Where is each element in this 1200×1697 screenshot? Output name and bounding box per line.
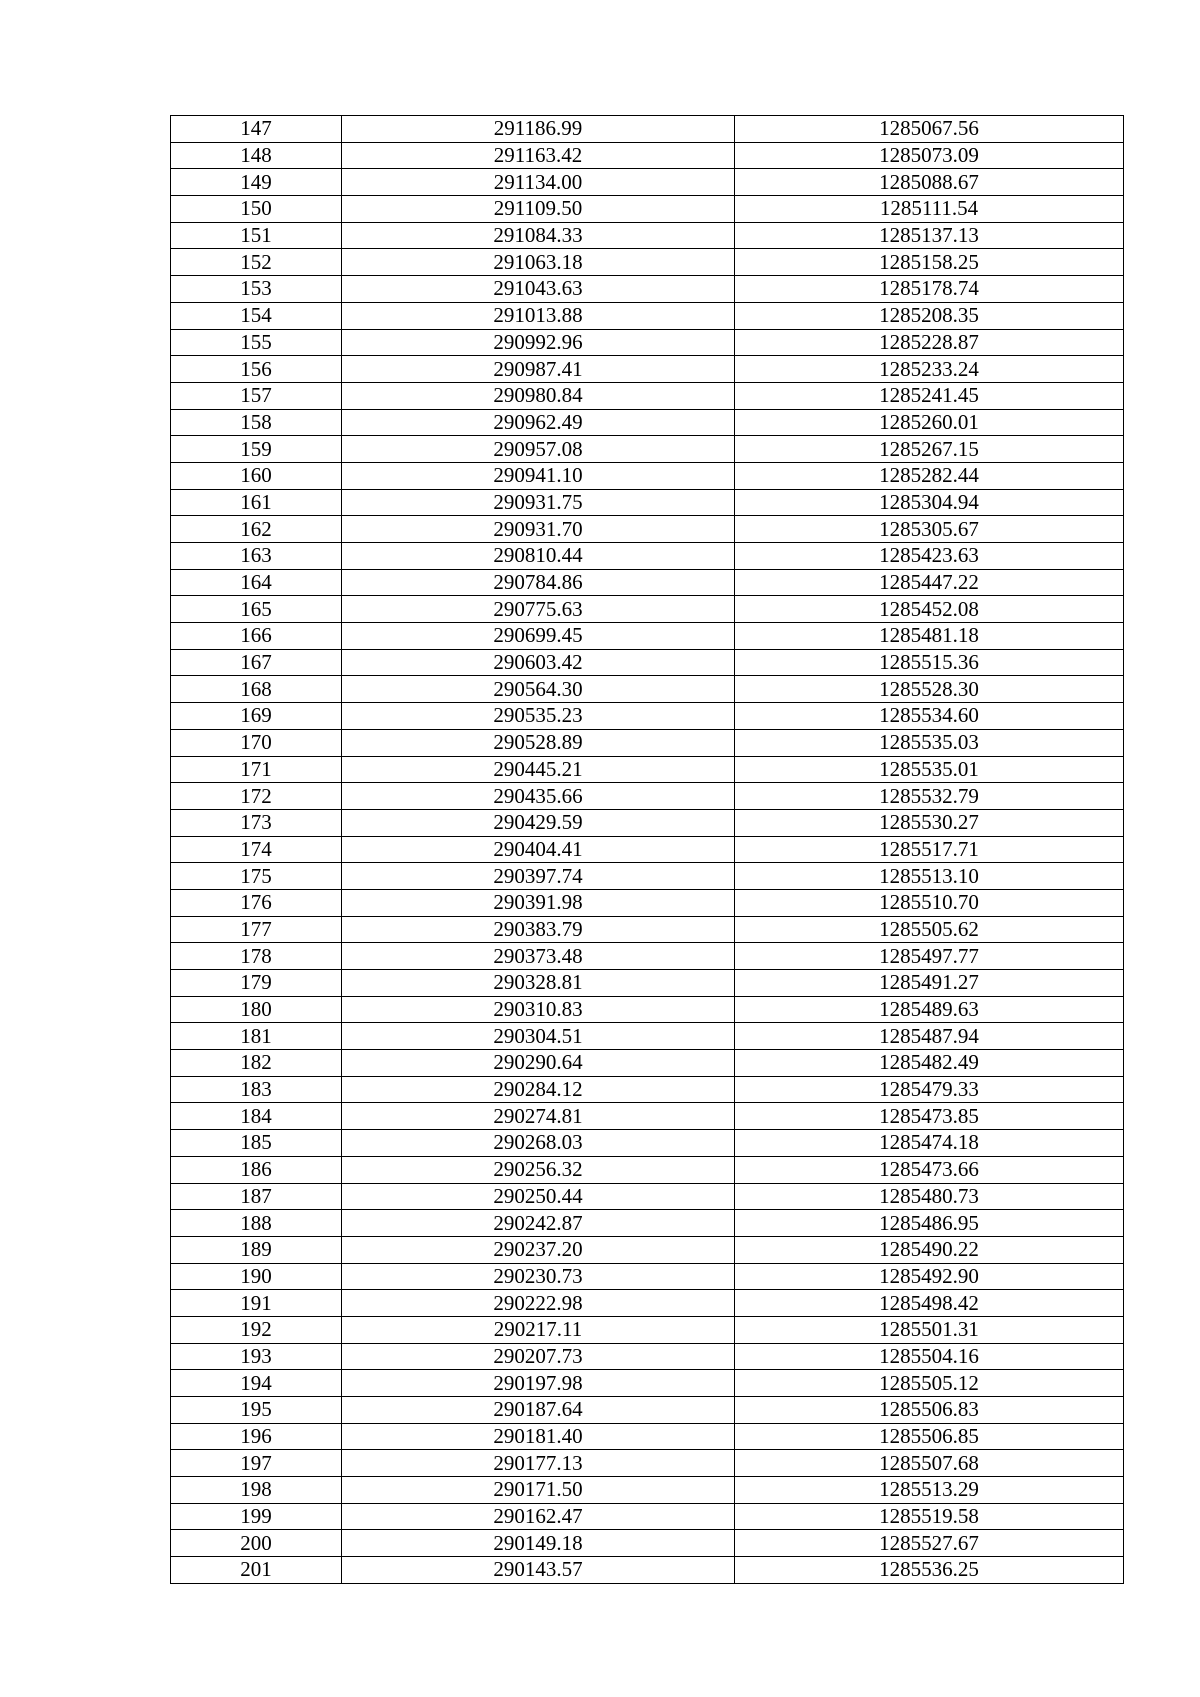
- x-coordinate-cell: 290181.40: [342, 1423, 735, 1450]
- point-number-cell: 179: [171, 970, 342, 997]
- y-coordinate-cell: 1285532.79: [735, 783, 1124, 810]
- y-coordinate-cell: 1285267.15: [735, 436, 1124, 463]
- table-row: [171, 1423, 1124, 1450]
- x-coordinate-cell: 290310.83: [342, 996, 735, 1023]
- y-coordinate-cell: 1285507.68: [735, 1450, 1124, 1477]
- table-row: [171, 703, 1124, 730]
- y-coordinate-cell: 1285208.35: [735, 302, 1124, 329]
- x-coordinate-cell: 290931.70: [342, 516, 735, 543]
- point-number-cell: 200: [171, 1530, 342, 1557]
- x-coordinate-cell: 290391.98: [342, 889, 735, 916]
- point-number-cell: 169: [171, 703, 342, 730]
- table-row: [171, 783, 1124, 810]
- point-number-cell: 163: [171, 543, 342, 570]
- point-number-cell: 181: [171, 1023, 342, 1050]
- x-coordinate-cell: 290268.03: [342, 1130, 735, 1157]
- y-coordinate-cell: 1285482.49: [735, 1050, 1124, 1077]
- point-number-cell: 168: [171, 676, 342, 703]
- point-number-cell: 157: [171, 382, 342, 409]
- x-coordinate-cell: 290528.89: [342, 729, 735, 756]
- x-coordinate-cell: 290197.98: [342, 1370, 735, 1397]
- table-row: [171, 623, 1124, 650]
- x-coordinate-cell: 291163.42: [342, 142, 735, 169]
- table-row: [171, 569, 1124, 596]
- coordinate-table: [170, 115, 1124, 1584]
- table-row: [171, 649, 1124, 676]
- point-number-cell: 177: [171, 916, 342, 943]
- y-coordinate-cell: 1285473.85: [735, 1103, 1124, 1130]
- x-coordinate-cell: 290445.21: [342, 756, 735, 783]
- table-row: [171, 1370, 1124, 1397]
- y-coordinate-cell: 1285486.95: [735, 1210, 1124, 1237]
- point-number-cell: 180: [171, 996, 342, 1023]
- table-row: [171, 1397, 1124, 1424]
- x-coordinate-cell: 290171.50: [342, 1477, 735, 1504]
- x-coordinate-cell: 290775.63: [342, 596, 735, 623]
- table-row: [171, 409, 1124, 436]
- x-coordinate-cell: 291063.18: [342, 249, 735, 276]
- point-number-cell: 171: [171, 756, 342, 783]
- point-number-cell: 170: [171, 729, 342, 756]
- y-coordinate-cell: 1285501.31: [735, 1316, 1124, 1343]
- table-row: [171, 222, 1124, 249]
- x-coordinate-cell: 290429.59: [342, 809, 735, 836]
- y-coordinate-cell: 1285067.56: [735, 116, 1124, 143]
- point-number-cell: 191: [171, 1290, 342, 1317]
- point-number-cell: 156: [171, 356, 342, 383]
- y-coordinate-cell: 1285536.25: [735, 1557, 1124, 1584]
- x-coordinate-cell: 290290.64: [342, 1050, 735, 1077]
- table-row: [171, 809, 1124, 836]
- coordinate-table-body: [171, 116, 1124, 1584]
- x-coordinate-cell: 290274.81: [342, 1103, 735, 1130]
- y-coordinate-cell: 1285504.16: [735, 1343, 1124, 1370]
- table-row: [171, 116, 1124, 143]
- table-row: [171, 1530, 1124, 1557]
- x-coordinate-cell: 291109.50: [342, 196, 735, 223]
- table-row: [171, 1343, 1124, 1370]
- y-coordinate-cell: 1285506.83: [735, 1397, 1124, 1424]
- point-number-cell: 167: [171, 649, 342, 676]
- y-coordinate-cell: 1285519.58: [735, 1503, 1124, 1530]
- table-row: [171, 943, 1124, 970]
- point-number-cell: 178: [171, 943, 342, 970]
- table-row: [171, 1050, 1124, 1077]
- point-number-cell: 149: [171, 169, 342, 196]
- x-coordinate-cell: 290237.20: [342, 1236, 735, 1263]
- x-coordinate-cell: 290603.42: [342, 649, 735, 676]
- x-coordinate-cell: 290187.64: [342, 1397, 735, 1424]
- point-number-cell: 152: [171, 249, 342, 276]
- point-number-cell: 164: [171, 569, 342, 596]
- point-number-cell: 195: [171, 1397, 342, 1424]
- x-coordinate-cell: 290207.73: [342, 1343, 735, 1370]
- x-coordinate-cell: 290217.11: [342, 1316, 735, 1343]
- y-coordinate-cell: 1285473.66: [735, 1156, 1124, 1183]
- point-number-cell: 154: [171, 302, 342, 329]
- point-number-cell: 166: [171, 623, 342, 650]
- x-coordinate-cell: 290177.13: [342, 1450, 735, 1477]
- y-coordinate-cell: 1285241.45: [735, 382, 1124, 409]
- x-coordinate-cell: 290222.98: [342, 1290, 735, 1317]
- table-row: [171, 276, 1124, 303]
- point-number-cell: 161: [171, 489, 342, 516]
- table-row: [171, 249, 1124, 276]
- point-number-cell: 201: [171, 1557, 342, 1584]
- table-row: [171, 1210, 1124, 1237]
- y-coordinate-cell: 1285073.09: [735, 142, 1124, 169]
- point-number-cell: 188: [171, 1210, 342, 1237]
- table-row: [171, 302, 1124, 329]
- point-number-cell: 185: [171, 1130, 342, 1157]
- y-coordinate-cell: 1285505.62: [735, 916, 1124, 943]
- y-coordinate-cell: 1285481.18: [735, 623, 1124, 650]
- point-number-cell: 159: [171, 436, 342, 463]
- point-number-cell: 172: [171, 783, 342, 810]
- x-coordinate-cell: 291013.88: [342, 302, 735, 329]
- table-row: [171, 916, 1124, 943]
- y-coordinate-cell: 1285088.67: [735, 169, 1124, 196]
- y-coordinate-cell: 1285474.18: [735, 1130, 1124, 1157]
- y-coordinate-cell: 1285535.03: [735, 729, 1124, 756]
- x-coordinate-cell: 291043.63: [342, 276, 735, 303]
- y-coordinate-cell: 1285505.12: [735, 1370, 1124, 1397]
- point-number-cell: 148: [171, 142, 342, 169]
- x-coordinate-cell: 290256.32: [342, 1156, 735, 1183]
- y-coordinate-cell: 1285534.60: [735, 703, 1124, 730]
- table-row: [171, 1183, 1124, 1210]
- point-number-cell: 182: [171, 1050, 342, 1077]
- x-coordinate-cell: 290699.45: [342, 623, 735, 650]
- x-coordinate-cell: 290931.75: [342, 489, 735, 516]
- y-coordinate-cell: 1285158.25: [735, 249, 1124, 276]
- y-coordinate-cell: 1285480.73: [735, 1183, 1124, 1210]
- x-coordinate-cell: 290162.47: [342, 1503, 735, 1530]
- x-coordinate-cell: 290810.44: [342, 543, 735, 570]
- point-number-cell: 193: [171, 1343, 342, 1370]
- point-number-cell: 147: [171, 116, 342, 143]
- point-number-cell: 153: [171, 276, 342, 303]
- x-coordinate-cell: 291186.99: [342, 116, 735, 143]
- point-number-cell: 189: [171, 1236, 342, 1263]
- table-row: [171, 436, 1124, 463]
- x-coordinate-cell: 290535.23: [342, 703, 735, 730]
- x-coordinate-cell: 290980.84: [342, 382, 735, 409]
- point-number-cell: 187: [171, 1183, 342, 1210]
- table-row: [171, 329, 1124, 356]
- point-number-cell: 175: [171, 863, 342, 890]
- y-coordinate-cell: 1285506.85: [735, 1423, 1124, 1450]
- x-coordinate-cell: 290784.86: [342, 569, 735, 596]
- y-coordinate-cell: 1285304.94: [735, 489, 1124, 516]
- y-coordinate-cell: 1285479.33: [735, 1076, 1124, 1103]
- x-coordinate-cell: 290941.10: [342, 462, 735, 489]
- y-coordinate-cell: 1285178.74: [735, 276, 1124, 303]
- y-coordinate-cell: 1285423.63: [735, 543, 1124, 570]
- x-coordinate-cell: 290383.79: [342, 916, 735, 943]
- y-coordinate-cell: 1285489.63: [735, 996, 1124, 1023]
- x-coordinate-cell: 290404.41: [342, 836, 735, 863]
- table-row: [171, 1316, 1124, 1343]
- table-row: [171, 382, 1124, 409]
- table-row: [171, 462, 1124, 489]
- point-number-cell: 151: [171, 222, 342, 249]
- y-coordinate-cell: 1285260.01: [735, 409, 1124, 436]
- table-row: [171, 676, 1124, 703]
- x-coordinate-cell: 290992.96: [342, 329, 735, 356]
- x-coordinate-cell: 290230.73: [342, 1263, 735, 1290]
- table-row: [171, 889, 1124, 916]
- table-row: [171, 1103, 1124, 1130]
- x-coordinate-cell: 290397.74: [342, 863, 735, 890]
- x-coordinate-cell: 291084.33: [342, 222, 735, 249]
- y-coordinate-cell: 1285498.42: [735, 1290, 1124, 1317]
- point-number-cell: 165: [171, 596, 342, 623]
- y-coordinate-cell: 1285517.71: [735, 836, 1124, 863]
- point-number-cell: 196: [171, 1423, 342, 1450]
- y-coordinate-cell: 1285497.77: [735, 943, 1124, 970]
- table-row: [171, 1290, 1124, 1317]
- y-coordinate-cell: 1285233.24: [735, 356, 1124, 383]
- y-coordinate-cell: 1285137.13: [735, 222, 1124, 249]
- table-row: [171, 1557, 1124, 1584]
- y-coordinate-cell: 1285515.36: [735, 649, 1124, 676]
- y-coordinate-cell: 1285282.44: [735, 462, 1124, 489]
- y-coordinate-cell: 1285513.29: [735, 1477, 1124, 1504]
- x-coordinate-cell: 290373.48: [342, 943, 735, 970]
- table-row: [171, 1156, 1124, 1183]
- table-row: [171, 1450, 1124, 1477]
- table-row: [171, 1236, 1124, 1263]
- table-row: [171, 1263, 1124, 1290]
- point-number-cell: 186: [171, 1156, 342, 1183]
- point-number-cell: 173: [171, 809, 342, 836]
- point-number-cell: 194: [171, 1370, 342, 1397]
- table-row: [171, 1130, 1124, 1157]
- x-coordinate-cell: 290149.18: [342, 1530, 735, 1557]
- point-number-cell: 174: [171, 836, 342, 863]
- y-coordinate-cell: 1285490.22: [735, 1236, 1124, 1263]
- table-row: [171, 996, 1124, 1023]
- point-number-cell: 155: [171, 329, 342, 356]
- table-row: [171, 169, 1124, 196]
- x-coordinate-cell: 290987.41: [342, 356, 735, 383]
- table-row: [171, 142, 1124, 169]
- table-row: [171, 756, 1124, 783]
- y-coordinate-cell: 1285530.27: [735, 809, 1124, 836]
- point-number-cell: 199: [171, 1503, 342, 1530]
- y-coordinate-cell: 1285535.01: [735, 756, 1124, 783]
- point-number-cell: 150: [171, 196, 342, 223]
- x-coordinate-cell: 290564.30: [342, 676, 735, 703]
- table-row: [171, 1477, 1124, 1504]
- table-row: [171, 1023, 1124, 1050]
- point-number-cell: 190: [171, 1263, 342, 1290]
- x-coordinate-cell: 290250.44: [342, 1183, 735, 1210]
- table-row: [171, 356, 1124, 383]
- y-coordinate-cell: 1285491.27: [735, 970, 1124, 997]
- y-coordinate-cell: 1285513.10: [735, 863, 1124, 890]
- y-coordinate-cell: 1285510.70: [735, 889, 1124, 916]
- x-coordinate-cell: 290143.57: [342, 1557, 735, 1584]
- x-coordinate-cell: 290957.08: [342, 436, 735, 463]
- table-row: [171, 836, 1124, 863]
- y-coordinate-cell: 1285492.90: [735, 1263, 1124, 1290]
- x-coordinate-cell: 291134.00: [342, 169, 735, 196]
- point-number-cell: 162: [171, 516, 342, 543]
- y-coordinate-cell: 1285527.67: [735, 1530, 1124, 1557]
- point-number-cell: 198: [171, 1477, 342, 1504]
- y-coordinate-cell: 1285111.54: [735, 196, 1124, 223]
- y-coordinate-cell: 1285452.08: [735, 596, 1124, 623]
- table-row: [171, 543, 1124, 570]
- table-row: [171, 489, 1124, 516]
- point-number-cell: 160: [171, 462, 342, 489]
- table-row: [171, 863, 1124, 890]
- point-number-cell: 197: [171, 1450, 342, 1477]
- x-coordinate-cell: 290328.81: [342, 970, 735, 997]
- table-row: [171, 1076, 1124, 1103]
- point-number-cell: 192: [171, 1316, 342, 1343]
- x-coordinate-cell: 290435.66: [342, 783, 735, 810]
- y-coordinate-cell: 1285528.30: [735, 676, 1124, 703]
- table-row: [171, 196, 1124, 223]
- point-number-cell: 183: [171, 1076, 342, 1103]
- x-coordinate-cell: 290304.51: [342, 1023, 735, 1050]
- x-coordinate-cell: 290284.12: [342, 1076, 735, 1103]
- table-row: [171, 970, 1124, 997]
- table-row: [171, 729, 1124, 756]
- x-coordinate-cell: 290242.87: [342, 1210, 735, 1237]
- y-coordinate-cell: 1285228.87: [735, 329, 1124, 356]
- point-number-cell: 176: [171, 889, 342, 916]
- y-coordinate-cell: 1285447.22: [735, 569, 1124, 596]
- table-row: [171, 596, 1124, 623]
- point-number-cell: 158: [171, 409, 342, 436]
- y-coordinate-cell: 1285305.67: [735, 516, 1124, 543]
- table-row: [171, 516, 1124, 543]
- point-number-cell: 184: [171, 1103, 342, 1130]
- y-coordinate-cell: 1285487.94: [735, 1023, 1124, 1050]
- table-row: [171, 1503, 1124, 1530]
- x-coordinate-cell: 290962.49: [342, 409, 735, 436]
